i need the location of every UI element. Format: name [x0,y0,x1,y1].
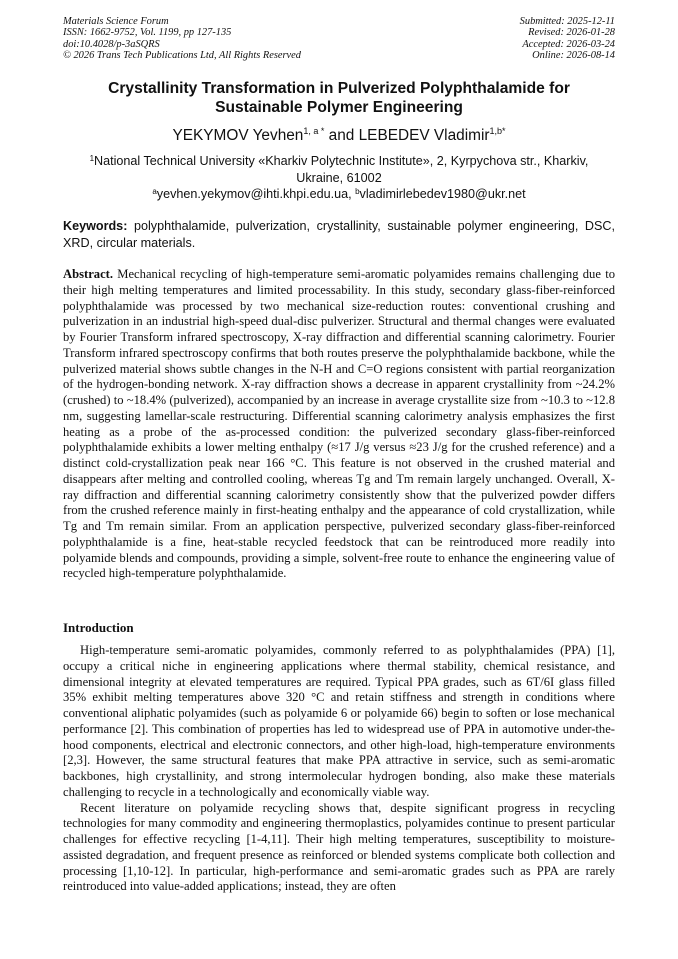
introduction-body [63,643,615,895]
publication-dates [520,16,615,61]
date-submitted: Submitted: 2025-12-11 [519,16,615,27]
email-a-mark: a [152,187,157,196]
keywords [63,218,615,251]
journal-issn: ISSN: 1662-9752, Vol. 1199, pp 127-135 [63,27,232,39]
keywords-label: Keywords: [63,219,128,233]
affiliation-mark: 1 [89,154,95,163]
introduction-paragraph-1: High-temperature semi-aromatic polyamides, commonly referred to as polyphthalamides (PPA) [1], occupy a critical niche in engineering applications where thermal stability, chemical resistance, and dimensional integrity at elevated temperatures are required. Typical PPA grades, such as 6T/6I glass filled 35% exhibit melting temperatures above 320 °C and retain stiffness and strength in conditions where conventional aliphatic polyamides (such as polyamide 6 or polyamide 66) begin to soften or lose mechanical performance [2]. This combination of properties has led to widespread use of PPA in automotive under-the-hood components, electrical and electronic connectors, and other high-load, high-temperature environments [2,3]. However, the same structural features that make PPA attractive in service, such as semi-aromatic backbones, high crystallinity, and strong intermolecular hydrogen bonding, also make these materials challenging to recycle in a technologically and economically viable way. [63,643,615,799]
introduction-heading: Introduction [63,620,134,635]
affiliation-text-1: National Technical University «Kharkiv Polytechnic Institute», 2, Kyrpychova str., Kharkiv, [94,154,589,168]
journal-name: Materials Science Forum [63,16,169,27]
paper-title [63,80,615,117]
author-list [63,121,615,146]
email-b[interactable]: vladimirlebedev1980@ukr.net [359,187,526,201]
author-emails [63,183,615,203]
journal-info [63,16,301,61]
paper-title-line1: Crystallinity Transformation in Pulverized Polyphthalamide for [108,80,570,97]
author-2: LEBEDEV Vladimir [358,127,490,144]
affiliation [63,150,615,187]
abstract-label: Abstract. [63,267,114,281]
affiliation-line2: Ukraine, 61002 [296,171,382,185]
introduction-paragraph-2: Recent literature on polyamide recycling shows that, despite significant progress in recycling technologies for many commodity and engineering thermoplastics, polyamides continue to present particular challenges for effective recycling [1-4,11]. Their high melting temperatures, susceptibility to moisture-assisted degradation, and frequent presence as reinforced or blended systems complicate both collection and processing [1,10-12]. In particular, high-performance and semi-aromatic grades such as PPA are rarely reintroduced into value-added applications; instead, they are often [63,800,615,894]
journal-header [63,16,615,64]
author-1-affil-mark: 1, a * [303,126,325,136]
date-online: Online: 2026-08-14 [532,49,615,61]
date-revised: Revised: 2026-01-28 [528,27,615,39]
abstract-text: Mechanical recycling of high-temperature semi-aromatic polyamides remains challenging due to their high melting temperatures and limited processability. In this study, secondary glass-fiber-reinforced polyphthalamide was processed by two mechanical size-reduction routes: conventional crushing and pulverization in an industrial high-speed dual-disc pulverizer. Structural and thermal changes were evaluated by Fourier Transform infrared spectroscopy, X-ray diffraction and differential scanning calorimetry. Fourier Transform infrared spectroscopy confirms that both routes preserve the polyphthalamide backbone, while the pulverized material shows subtle changes in the N-H and C=O regions consistent with partial reorganization of the hydrogen-bonding network. X-ray diffraction shows a decrease in apparent crystallinity from ~24.2% (crushed) to ~18.4% (pulverized), accompanied by an increase in average crystallite size from ~10.3 to ~12.8 nm, suggesting lamellar-scale restructuring. Differential scanning calorimetry analysis emphasizes the first heating as a probe of the as-processed condition: the pulverized secondary glass-fiber-reinforced polyphthalamide exhibits a lower melting enthalpy (≈17 J/g versus ≈23 J/g for the crushed reference) and a distinct cold-crystallization peak near 166 °C. This feature is not observed in the crushed material and disappears after melting and controlled cooling, whereas Tg and Tm remain largely unchanged. Overall, X-ray diffraction and differential scanning calorimetry consistently show that the pulverized powder differs from the crushed reference mainly in first-heating enthalpy and the appearance of cold crystallization, while Tg and Tm remain similar. From an application perspective, pulverized secondary glass-fiber-reinforced polyphthalamide is a fine, heat-stable recycled feedstock that can be reintroduced more readily into polyamide blends and compounds, providing a simple, solvent-free route to enhance the engineering value of recycled high-temperature polyphthalamide. [63,267,615,581]
keywords-text: polyphthalamide, pulverization, crystallinity, sustainable polymer engineering, DSC, XRD, circular materials. [63,219,615,250]
author-1: YEKYMOV Yevhen [172,127,304,144]
date-accepted: Accepted: 2026-03-24 [522,38,615,50]
abstract [63,267,615,582]
affiliation-line1 [63,150,615,170]
paper-title-line2: Sustainable Polymer Engineering [215,98,463,116]
email-b-mark: b [355,187,360,196]
journal-copyright: © 2026 Trans Tech Publications Ltd, All Rights Reserved [63,49,301,61]
journal-doi: doi:10.4028/p-3aSQRS [63,38,160,50]
email-a[interactable]: yevhen.yekymov@ihti.khpi.edu.ua, [156,187,356,201]
author-conjunction: and [324,127,359,144]
author-2-affil-mark: 1,b* [489,126,506,136]
